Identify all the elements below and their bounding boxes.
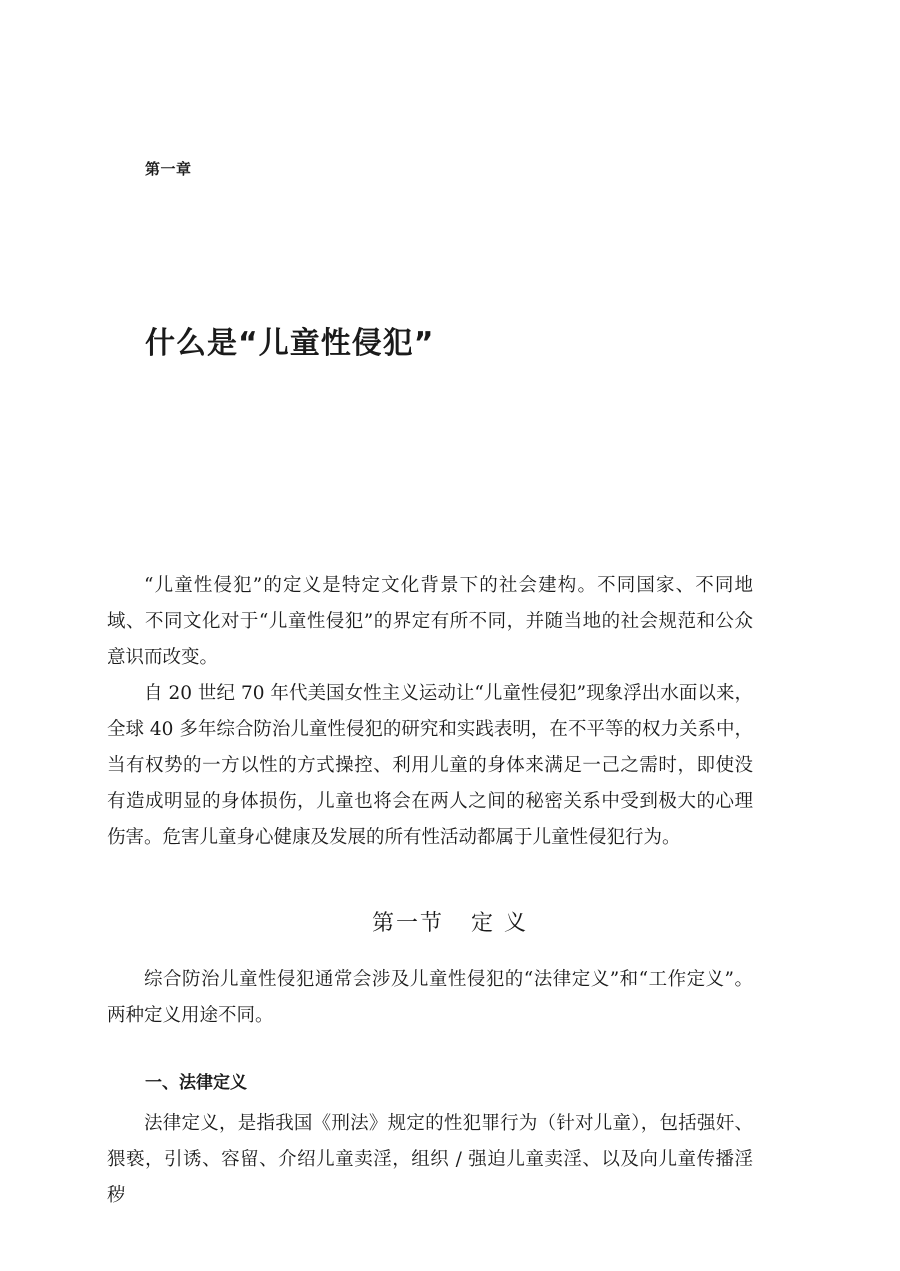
intro-paragraph: “儿童性侵犯”的定义是特定文化背景下的社会建构。不同国家、不同地域、不同文化对于“儿童性侵犯”的界定有所不同，并随当地的社会规范和公众意识而改变。: [107, 575, 753, 668]
intro-text: [107, 568, 753, 856]
intro-paragraph: 自 20 世纪 70 年代美国女性主义运动让“儿童性侵犯”现象浮出水面以来，全球 40 多年综合防治儿童性侵犯的研究和实践表明，在不平等的权力关系中，当有权势的一方以性的方式操控、利用儿童的身体来满足一己之需时，即使没有造成明显的身体损伤，儿童也将会在两人之间的秘密关系中受到极大的心理伤害。危害儿童身心健康及发展的所有性活动都属于儿童性侵犯行为。: [107, 683, 753, 848]
subsection-title: 一、法律定义: [145, 1073, 247, 1093]
legal-definition-paragraph: 法律定义，是指我国《刑法》规定的性犯罪行为（针对儿童），包括强奸、猥亵，引诱、容留、介绍儿童卖淫，组织 / 强迫儿童卖淫、以及向儿童传播淫秽: [107, 1113, 753, 1206]
section-title: 第一节 定 义: [372, 911, 528, 936]
section-intro-text: [107, 962, 753, 1034]
chapter-title: 什么是“儿童性侵犯”: [145, 326, 435, 361]
section-intro-paragraph: 综合防治儿童性侵犯通常会涉及儿童性侵犯的“法律定义”和“工作定义”。两种定义用途不同。: [107, 969, 753, 1026]
legal-definition-text: [107, 1106, 753, 1214]
chapter-label: 第一章: [145, 160, 192, 178]
